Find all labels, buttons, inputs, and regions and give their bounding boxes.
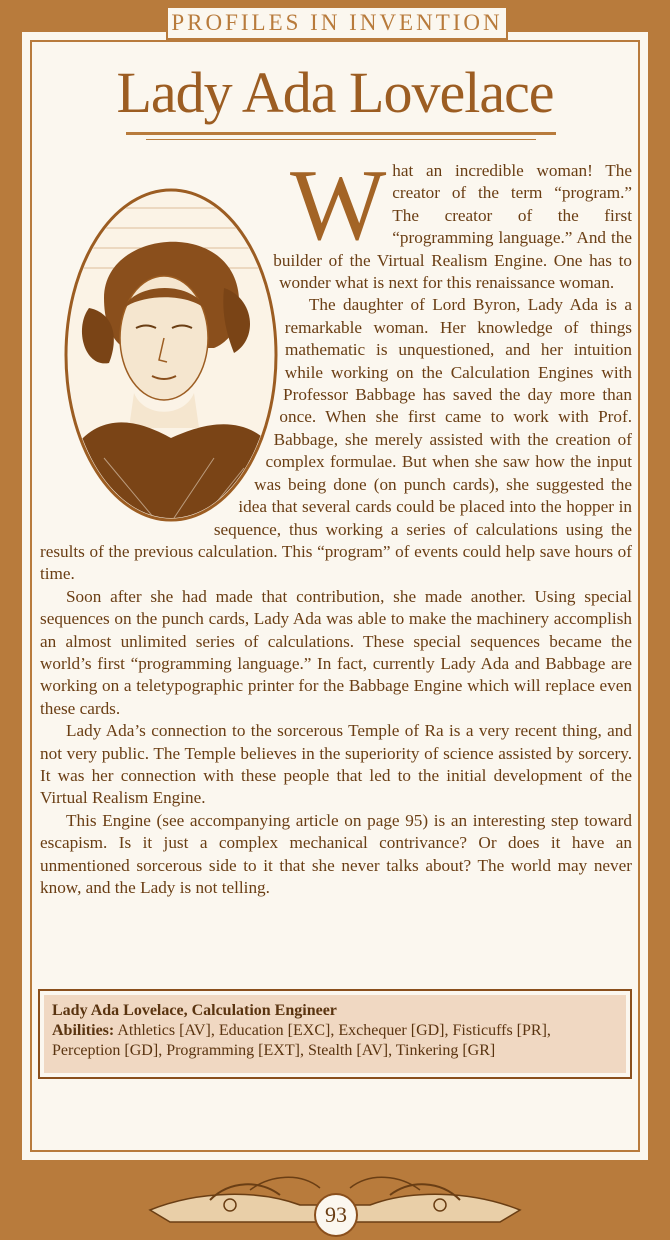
paragraph-3: Soon after she had made that contribution, she made another. Using special sequences on the punch cards, Lady Ada was able to make the machinery accomplish an almost unlimited series of calculations. These special sequences became the world’s first “programming language.” In fact, currently Lady Ada and Babbage are working on a teletypographic printer for the Babbage Engine which will replace even these cards.: [40, 586, 632, 718]
section-header: [166, 6, 508, 40]
character-stats: [44, 995, 626, 1073]
title-underline-thin: [146, 139, 536, 140]
paragraph-1: hat an incredible woman! The creator of the term “program.” The creator of the first “programming language.” And the builder of the Virtual Realism Engine. One has to wonder what is next for this renaissance woman.: [273, 161, 632, 293]
paragraph-2: The daughter of Lord Byron, Lady Ada is a remarkable woman. Her knowledge of things mathematic is unquestioned, and her intuition while working on the Calculation Engines with Professor Babbage has saved the day more than once. When she first came to work with Prof. Babbage, she merely assisted with the creation of complex formulae. But when she saw how the input was being done (on punch cards), she suggested the idea that several cards could be placed into the hopper in sequence, thus working a series of calculations using the results of the previous calculation. This “program” of events could help save hours of time.: [40, 295, 632, 584]
portrait-image: [64, 188, 278, 522]
section-header-label: PROFILES IN INVENTION: [171, 10, 503, 35]
character-abilities: [52, 1021, 618, 1061]
article-title: Lady Ada Lovelace: [116, 60, 554, 125]
page-number: 93: [314, 1193, 358, 1237]
character-stats-box: [38, 989, 632, 1079]
title-underline: [126, 132, 556, 135]
drop-cap: W: [290, 149, 387, 262]
character-name: Lady Ada Lovelace, Calculation Engineer: [52, 1002, 337, 1019]
paragraph-5: This Engine (see accompanying article on page 95) is an interesting step toward escapism. Is it just a complex mechanical contrivance? Or does it have an unmentioned sorcerous side to it that she never talks about? The world may never know, and the Lady is not telling.: [40, 810, 632, 897]
paragraph-4: Lady Ada’s connection to the sorcerous Temple of Ra is a very recent thing, and not very public. The Temple believes in the superiority of science assisted by sorcery. It was her connection with these people that led to the initial development of the Virtual Realism Engine.: [40, 721, 632, 808]
abilities-list: Athletics [AV], Education [EXC], Exchequer [GD], Fisticuffs [PR], Perception [GD], Programming [EXT], Stealth [AV], Tinkering [GR]: [52, 1022, 551, 1059]
abilities-label: Abilities:: [52, 1022, 115, 1039]
